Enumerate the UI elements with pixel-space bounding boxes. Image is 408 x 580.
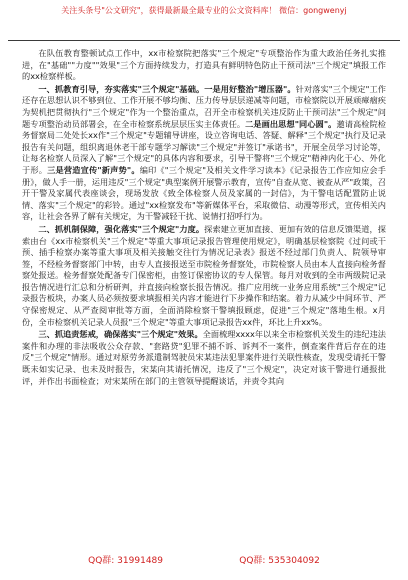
footer-qq-group-2: QQ群: 535304092 [239,556,320,566]
section-1-paragraph-1 [22,84,386,223]
footer [0,555,408,567]
section-2-heading: 二、抓机制保障，强化落实"三个规定"力度。 [38,223,205,234]
section-1-text-1: 针对落实"三个规定"工作还存在思想认识不够到位、工作开展不够均衡、压力传导层层递减等问题，市检察院以开展顽瘴痼疾为契机把贯彻执行"三个规定"作为一个整治重点，召开全市检察机关违反防止干预司法"三个规定"问题专项整治动员部署会，在全市检察系统层层压实主体责任。 [22,83,386,129]
section-3-heading: 三、抓追责惩戒，确保落实"三个规定"效果。 [38,329,203,340]
header-divider [8,40,400,41]
section-1-subheading-2: 二是画出思想"同心圆"。 [245,118,337,129]
section-3-text: 全面梳理xxxx年以来全市检察机关发生的违纪违法案件和办理的非法吸收公众存款、"套路贷"犯罪不捕不诉、诉判不一案件，倒查案件背后存在的违反"三个规定"情形。通过对原劳务派遣制驾驶员宋某违法犯罪案件进行关联性核查，发现受请托干警既未如实记录、也未及时报告，宋某向其请托情况，违反了"三个规定"，决定对该干警进行通报批评，并作出书面检查；对宋某所在部门的主管领导提醒谈话，并责令其向 [22,329,386,386]
section-1-heading: 一、抓教育引导，夯实落实"三个规定"基础。一是用好整治"增压器"。 [38,83,296,94]
document-body [22,48,386,388]
section-2-paragraph [22,224,386,328]
section-1-subheading-3: 三是营造宣传"新声势"。 [47,164,140,175]
intro-paragraph: 在队伍教育整顿试点工作中，xx市检察院把落实"三个规定"专项整治作为重大政治任务扎实推进，在"基础""力度""效果"三个方面持续发力，打造具有鲜明特色防止干预司法"三个规定"填报工作的xx检察样板。 [22,48,386,82]
section-2-text: 探索建立更加直接、更加有效的信息反馈渠道，探索由台《xx市检察机关"三个规定"等重大事项记录报告管理使用规定》，明确基层检察院《过问或干预、插手检察办案等重大事项及相关接触交往行为情况记录表》报送不经过部门负责人、院领导审签，不经检务督察部门中转，由专人直接报送至市院检务督察处，市院检察人员由本人直接向检务督察处报送。检务督察处配备专门保密柜，由签订保密协议的专人保管。每月对收到的全市两级院记录报告情况进行汇总和分析研判，并直接向检察长报告情况。推广应用统一业务应用系统"三个规定"记录报告板块，办案人员必须按要求填报相关内容才能进行下步操作和结案。着力从减少中间环节、严守保密规定、从严查阅审批等方面，全面消除检察干警填报顾虑，促进"三个规定"落地生根。x月份，全市检察机关记录人员报"三个规定"等重大事项记录报告xx件，环比上升xx%。 [22,223,386,327]
section-1-text-2: 邀请高检院检务督察局二处处长xx作"三个规定"专题辅导讲座，设立咨询电话、答疑、解释"三个规定"执行及记录报告有关问题，组织离退休老干部专题学习解读"三个规定"并签订"承诺书"，开展全员学习讨论等，让每名检察人员深入了解"三个规定"的具体内容和要求，引导干警将"三个规定"精神内化于心、外化于形。 [22,118,386,175]
section-3-paragraph [22,329,386,387]
promo-banner: 关注头条号"公文研究"，获得最新最全最专业的公文资料库！ 微信：gongwenyj [61,6,347,15]
section-1-text-3: 编印《"三个规定"及相关文件学习读本》《记录报告工作应知应会手册》，做人手一册，运用违反"三个规定"典型案例开展警示教育，宣传"自查从宽、被查从严"政策，召开干警及家属代表座谈会，现场发放《致全体检察人员及家属的一封信》，为干警电话配置防止说情、落实"三个规定"的彩铃。通过"xx检察发布"等新媒体平台，采取微信、动漫等形式，宣传相关内容，让社会各界了解有关规定，为干警减轻干扰、说情打招呼行为。 [22,164,386,222]
footer-qq-group-1: QQ群: 31991489 [88,556,163,566]
